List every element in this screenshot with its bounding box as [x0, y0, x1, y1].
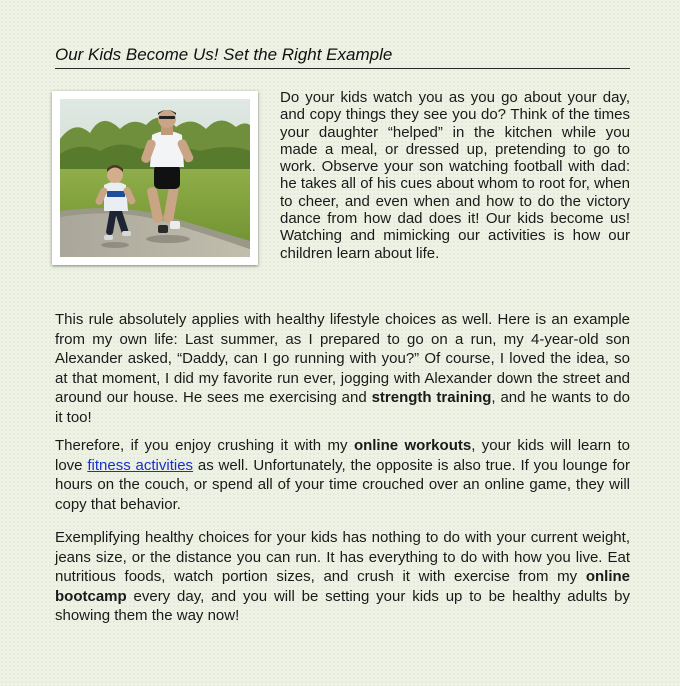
paragraph-text: , your kids will learn to love — [55, 437, 630, 474]
father-son-running-photo — [52, 91, 258, 265]
paragraph-text: This rule absolutely applies with healthy lifestyle choices as well. Here is an example from my own life: Last summer, as I prepared to go on a run, my 4-year-old son Alexander asked, “Daddy, can I go running with you?” Of course, I loved the idea, so at that moment, I did my favorite run ever, jogging with Alexander down the street and around our house. He sees me exercising and — [55, 311, 630, 406]
body-paragraph-3 — [55, 436, 630, 514]
paragraph-text: as well. Unfortunately, the opposite is also true. If you lounge for hours on the couch, or spend all of your time crouched over an online game, they will copy that behavior. — [55, 456, 630, 513]
article-title: Our Kids Become Us! Set the Right Example — [55, 44, 630, 69]
online-bootcamp-bold: online bootcamp — [55, 568, 630, 605]
paragraph-text: Exemplifying healthy choices for your kids has nothing to do with your current weight, jeans size, or the distance you can run. It has everything to do with how you live. Eat nutritious foods, watch portion sizes, and crush it with exercise from my — [55, 529, 630, 585]
body-paragraph-2 — [55, 310, 630, 427]
paragraph-text: , and he wants to do it too! — [55, 389, 630, 426]
body-paragraph-4 — [55, 528, 630, 626]
running-photo-image — [60, 99, 250, 257]
paragraph-text: Therefore, if you enjoy crushing it with my — [55, 437, 354, 454]
online-workouts-bold: online workouts — [353, 437, 472, 454]
paragraph-text: every day, and you will be setting your kids up to be healthy adults by showing them the way now! — [55, 587, 630, 624]
fitness-activities-link[interactable]: fitness activities — [87, 456, 194, 474]
intro-paragraph: Do your kids watch you as you go about your day, and copy things they see you do? Think of the times your daughter “helped” in the kitchen while you made a meal, or dressed up, pretending to go to work. Observe your son watching football with dad: he takes all of his cues about whom to root for, when to cheer, and even when and how to do the victory dance from how dad does it! Our kids become us! Watching and mimicking our activities is how our children learn about life. — [280, 89, 630, 262]
strength-training-bold: strength training — [371, 389, 492, 406]
